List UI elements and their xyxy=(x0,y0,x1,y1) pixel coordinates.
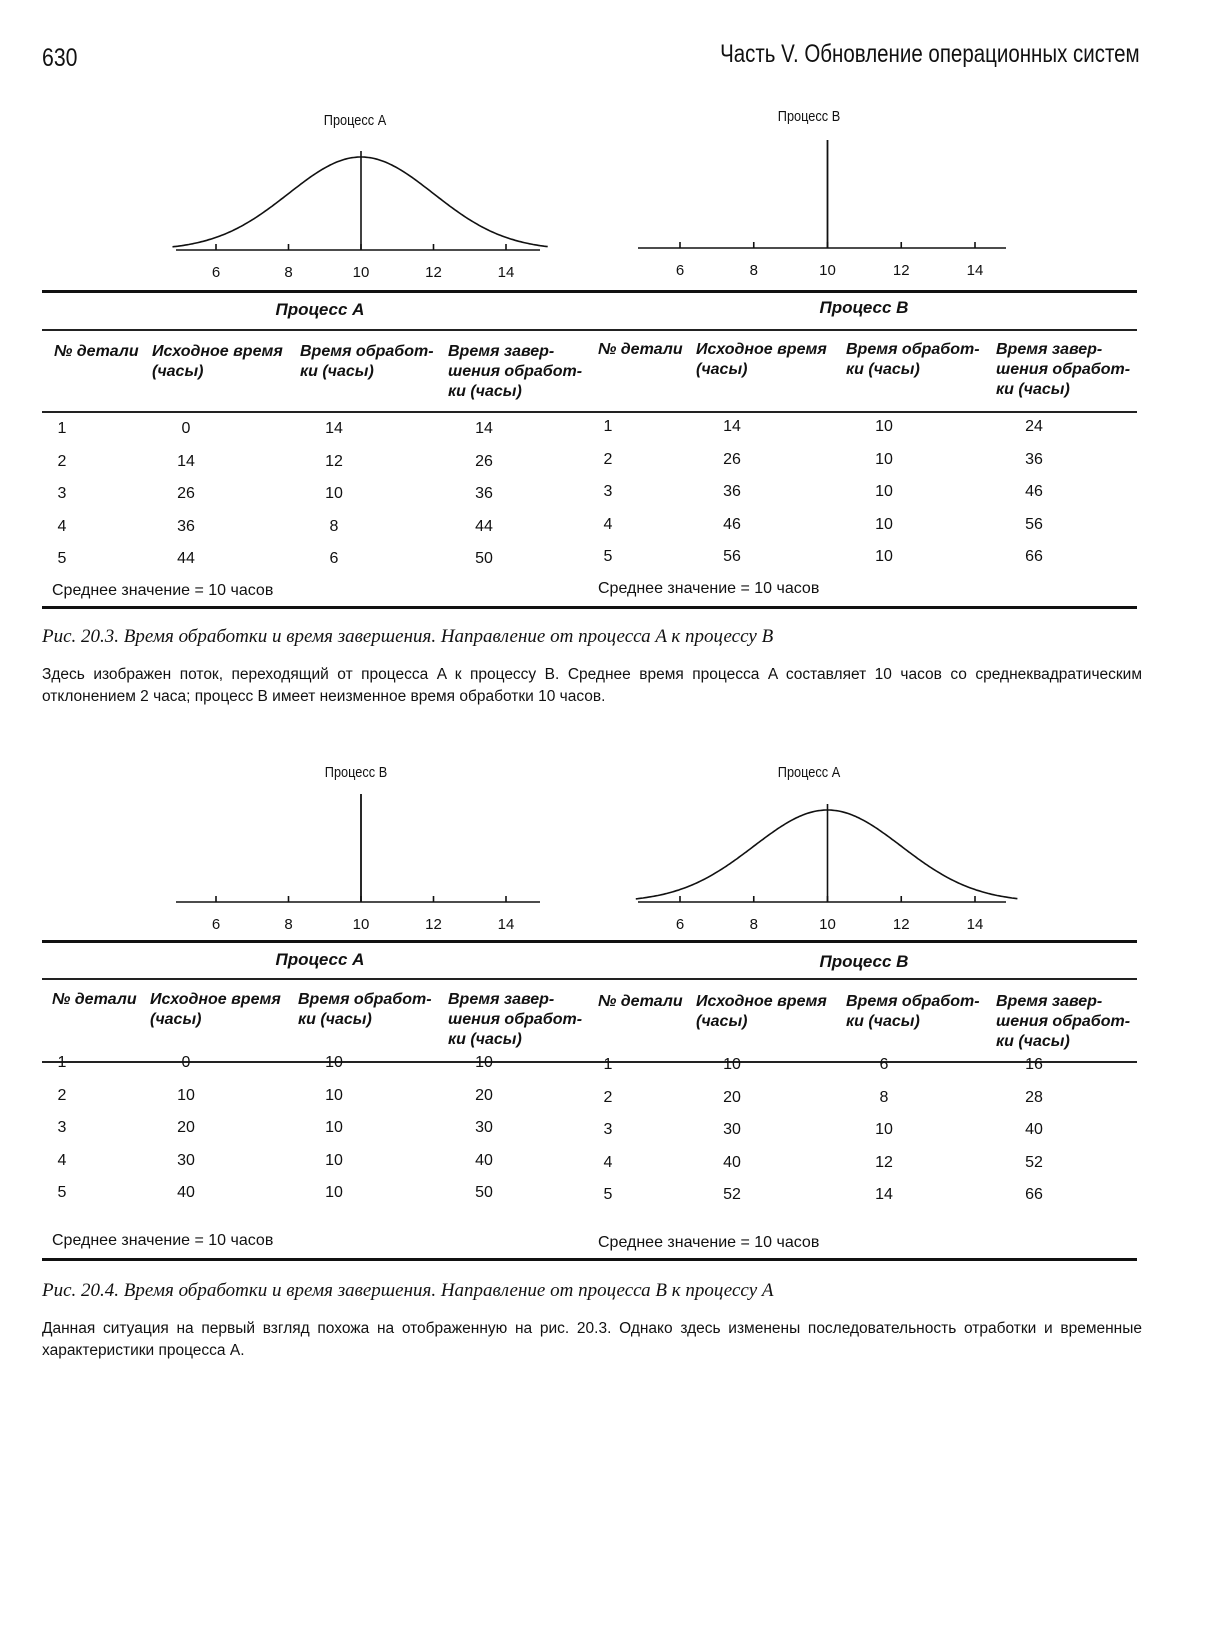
fig1-left-col-part: № детали xyxy=(54,343,139,360)
fig1-right-group-heading: Процесс B xyxy=(819,298,909,317)
fig2-left-col-end: Время завер- шения обработ- ки (часы) xyxy=(448,991,583,1048)
fig2-group-rule xyxy=(42,978,1137,980)
fig2-table-right-cell: 5 xyxy=(603,1186,613,1203)
fig2-table-right-cell: 66 xyxy=(1025,1186,1043,1203)
fig2-description: Данная ситуация на первый взгляд похожа на отображенную на рис. 20.3. Однако здесь изменены последовательность отработки и временные характеристики процесса A. xyxy=(42,1320,1142,1359)
fig1-left-plot-tick-label: 14 xyxy=(497,264,515,281)
fig2-table-right-cell: 52 xyxy=(723,1186,741,1203)
fig1-table-right-cell: 36 xyxy=(723,483,741,500)
fig1-right-mean: Среднее значение = 10 часов xyxy=(598,580,820,597)
fig1-table-left-cell: 14 xyxy=(475,420,493,437)
fig1-table-right-cell: 10 xyxy=(875,548,893,565)
fig2-left-plot-tick-label: 10 xyxy=(352,916,370,933)
fig2-right-plot-tick-label: 6 xyxy=(675,916,685,933)
fig2-table-left-cell: 40 xyxy=(475,1151,493,1169)
fig1-left-mean: Среднее значение = 10 часов xyxy=(52,582,274,599)
fig2-table-left-cell: 30 xyxy=(475,1119,493,1136)
fig2-left-plot-tick-label: 12 xyxy=(425,916,442,933)
fig2-table-left-cell: 10 xyxy=(177,1086,195,1104)
fig1-right-col-proc: Время обработ- ки (часы) xyxy=(846,341,980,378)
fig1-right-plot-tick-label: 8 xyxy=(749,262,758,279)
fig2-right-plot-tick-label: 8 xyxy=(749,916,758,933)
fig1-table-right-cell: 14 xyxy=(723,418,741,435)
fig2-table-left-cell: 1 xyxy=(57,1054,67,1071)
fig1-table-right-cell: 46 xyxy=(723,515,741,533)
fig1-table-right-cell: 3 xyxy=(603,483,613,500)
fig1-table-right-cell: 4 xyxy=(603,515,613,533)
fig1-left-col-proc: Время обработ- ки (часы) xyxy=(300,343,434,380)
fig2-table-right-cell: 52 xyxy=(1025,1153,1043,1171)
fig1-table-left-cell: 50 xyxy=(475,550,493,567)
running-title: Часть V. Обновление операционных систем xyxy=(720,40,1140,68)
fig2-table-left-cell: 10 xyxy=(475,1054,493,1071)
fig2-left-plot-tick-label: 8 xyxy=(284,916,293,933)
fig1-table-right-cell: 66 xyxy=(1025,548,1043,565)
fig1-left-plot-tick-label: 8 xyxy=(284,264,293,281)
fig2-table-left-cell: 50 xyxy=(475,1184,493,1201)
fig1-table-left-cell: 36 xyxy=(475,485,493,502)
fig1-table-left-cell: 10 xyxy=(325,485,343,502)
fig2-left-group-heading: Процесс A xyxy=(275,950,365,969)
fig2-right-plot-tick-label: 10 xyxy=(819,916,836,933)
fig2-table-bottom-rule xyxy=(42,1258,1137,1261)
fig1-right-plot-tick-label: 14 xyxy=(966,262,984,279)
fig2-table-left-cell: 10 xyxy=(325,1119,343,1136)
fig1-left-group-heading: Процесс A xyxy=(275,300,365,319)
fig2-table-right-cell: 30 xyxy=(723,1121,741,1138)
fig2-right-group-heading: Процесс B xyxy=(819,952,909,971)
fig1-table-left-cell: 26 xyxy=(177,485,195,502)
fig2-plot-right-title: Процесс A xyxy=(777,764,841,781)
fig1-right-col-start: Исходное время (часы) xyxy=(696,341,827,378)
fig1-plot-left-title: Процесс A xyxy=(323,112,387,129)
fig1-table-right-cell: 10 xyxy=(875,418,893,435)
fig2-table-right-cell: 8 xyxy=(879,1088,889,1106)
fig2-left-col-part: № детали xyxy=(52,991,137,1008)
fig1-left-plot-tick-label: 10 xyxy=(352,264,370,281)
fig2-table-right-cell: 10 xyxy=(723,1056,741,1073)
fig2-table-right-cell: 16 xyxy=(1025,1056,1043,1073)
fig2-table-left-cell: 40 xyxy=(177,1184,195,1201)
fig1-table-right-cell: 2 xyxy=(603,450,613,468)
fig2-table-right-cell: 4 xyxy=(603,1153,613,1171)
fig2-right-plot-tick-label: 12 xyxy=(892,916,910,933)
fig2-left-col-start: Исходное время (часы) xyxy=(150,991,281,1028)
fig1-table-right-cell: 10 xyxy=(875,450,893,468)
fig2-table-left-cell: 10 xyxy=(325,1054,343,1071)
fig2-left-mean: Среднее значение = 10 часов xyxy=(52,1232,274,1249)
fig2-right-col-start: Исходное время (часы) xyxy=(696,993,827,1030)
fig2-table-left-cell: 5 xyxy=(57,1184,67,1201)
fig1-table-right-cell: 56 xyxy=(723,548,741,565)
fig1-right-plot-tick-label: 6 xyxy=(675,262,685,279)
fig1-table-left-cell: 8 xyxy=(329,517,339,535)
fig2-right-col-end: Время завер- шения обработ- ки (часы) xyxy=(996,993,1131,1050)
fig1-table-right-cell: 26 xyxy=(723,450,741,468)
fig1-table-right-cell: 10 xyxy=(875,515,893,533)
fig2-table-left-cell: 4 xyxy=(57,1151,67,1169)
fig1-table-left-cell: 4 xyxy=(57,517,67,535)
fig2-right-plot-tick-label: 14 xyxy=(966,916,984,933)
fig1-table-left-cell: 5 xyxy=(57,550,67,567)
fig1-table-right-cell: 5 xyxy=(603,548,613,565)
fig1-table-right-cell: 24 xyxy=(1025,418,1043,435)
fig2-table-right-cell: 3 xyxy=(603,1121,613,1138)
fig1-right-col-end: Время завер- шения обработ- ки (часы) xyxy=(996,341,1131,398)
fig2-caption: Рис. 20.4. Время обработки и время завершения. Направление от процесса B к процессу A xyxy=(42,1280,774,1301)
fig1-left-col-end: Время завер- шения обработ- ки (часы) xyxy=(448,343,583,400)
fig2-right-mean: Среднее значение = 10 часов xyxy=(598,1234,820,1251)
fig1-left-plot-tick-label: 6 xyxy=(211,264,221,281)
fig1-plot-right-title: Процесс B xyxy=(777,108,841,125)
fig2-right-plot-normal-curve xyxy=(636,810,1018,899)
fig1-table-left-cell: 36 xyxy=(177,517,195,535)
fig1-right-plot-tick-label: 12 xyxy=(892,262,910,279)
fig2-table-left-cell: 30 xyxy=(177,1151,195,1169)
fig1-table-left-cell: 44 xyxy=(475,517,493,535)
fig1-table-left-cell: 3 xyxy=(57,485,67,502)
fig1-table-left-cell: 2 xyxy=(57,452,67,470)
fig2-left-col-proc: Время обработ- ки (часы) xyxy=(298,991,432,1028)
fig2-right-col-proc: Время обработ- ки (часы) xyxy=(846,993,980,1030)
fig2-table-right-cell: 28 xyxy=(1025,1088,1043,1106)
fig2-table-left-cell: 10 xyxy=(325,1151,343,1169)
fig2-table-right-cell: 6 xyxy=(879,1056,889,1073)
fig2-table-right-cell: 2 xyxy=(603,1088,613,1106)
fig1-table-right-cell: 36 xyxy=(1025,450,1043,468)
fig2-table-left-cell: 2 xyxy=(57,1086,67,1104)
fig2-table-left-cell: 3 xyxy=(57,1119,67,1136)
fig1-table-left-cell: 0 xyxy=(181,420,191,437)
fig2-plot-left-title: Процесс B xyxy=(324,764,388,781)
fig2-table-left-cell: 20 xyxy=(475,1086,493,1104)
fig2-table-right-cell: 14 xyxy=(875,1186,893,1203)
fig1-caption: Рис. 20.3. Время обработки и время завершения. Направление от процесса A к процессу B xyxy=(42,626,774,647)
fig1-table-left-cell: 6 xyxy=(329,550,339,567)
fig1-left-plot-tick-label: 12 xyxy=(425,264,442,281)
fig2-table-right-cell: 40 xyxy=(723,1153,741,1171)
fig2-left-plot-tick-label: 6 xyxy=(211,916,221,933)
fig1-left-col-start: Исходное время (часы) xyxy=(152,343,283,380)
fig1-table-right-cell: 56 xyxy=(1025,515,1043,533)
fig2-table-top-rule xyxy=(42,940,1137,943)
fig2-table-right-cell: 12 xyxy=(875,1153,893,1171)
fig2-table-right-cell: 20 xyxy=(723,1088,741,1106)
fig2-table-right-cell: 1 xyxy=(603,1056,613,1073)
fig1-table-left-cell: 26 xyxy=(475,452,493,470)
fig1-right-col-part: № детали xyxy=(598,341,683,358)
fig1-description: Здесь изображен поток, переходящий от процесса A к процессу B. Среднее время процесса A составляет 10 часов со среднеквадратическим отклонением 2 часа; процесс B имеет неизменное время обработки 10 часов. xyxy=(42,666,1142,705)
fig1-table-left-cell: 14 xyxy=(177,452,195,470)
fig1-table-right-cell: 1 xyxy=(603,418,613,435)
page-number: 630 xyxy=(42,44,78,72)
fig2-left-plot-tick-label: 14 xyxy=(497,916,515,933)
fig2-table-left-cell: 10 xyxy=(325,1086,343,1104)
fig2-table-right-cell: 40 xyxy=(1025,1121,1043,1138)
fig2-table-left-cell: 0 xyxy=(181,1054,191,1071)
fig2-table-left-cell: 20 xyxy=(177,1119,195,1136)
fig1-table-left-cell: 12 xyxy=(325,452,343,470)
fig2-table-left-cell: 10 xyxy=(325,1184,343,1201)
fig2-table-right-cell: 10 xyxy=(875,1121,893,1138)
fig1-table-left-cell: 14 xyxy=(325,420,343,437)
fig2-right-col-part: № детали xyxy=(598,993,683,1010)
fig1-table-left-cell: 44 xyxy=(177,550,195,567)
fig1-right-plot-tick-label: 10 xyxy=(819,262,836,279)
fig1-table-right-cell: 46 xyxy=(1025,483,1043,500)
fig1-table-right-cell: 10 xyxy=(875,483,893,500)
fig1-table-left-cell: 1 xyxy=(57,420,67,437)
